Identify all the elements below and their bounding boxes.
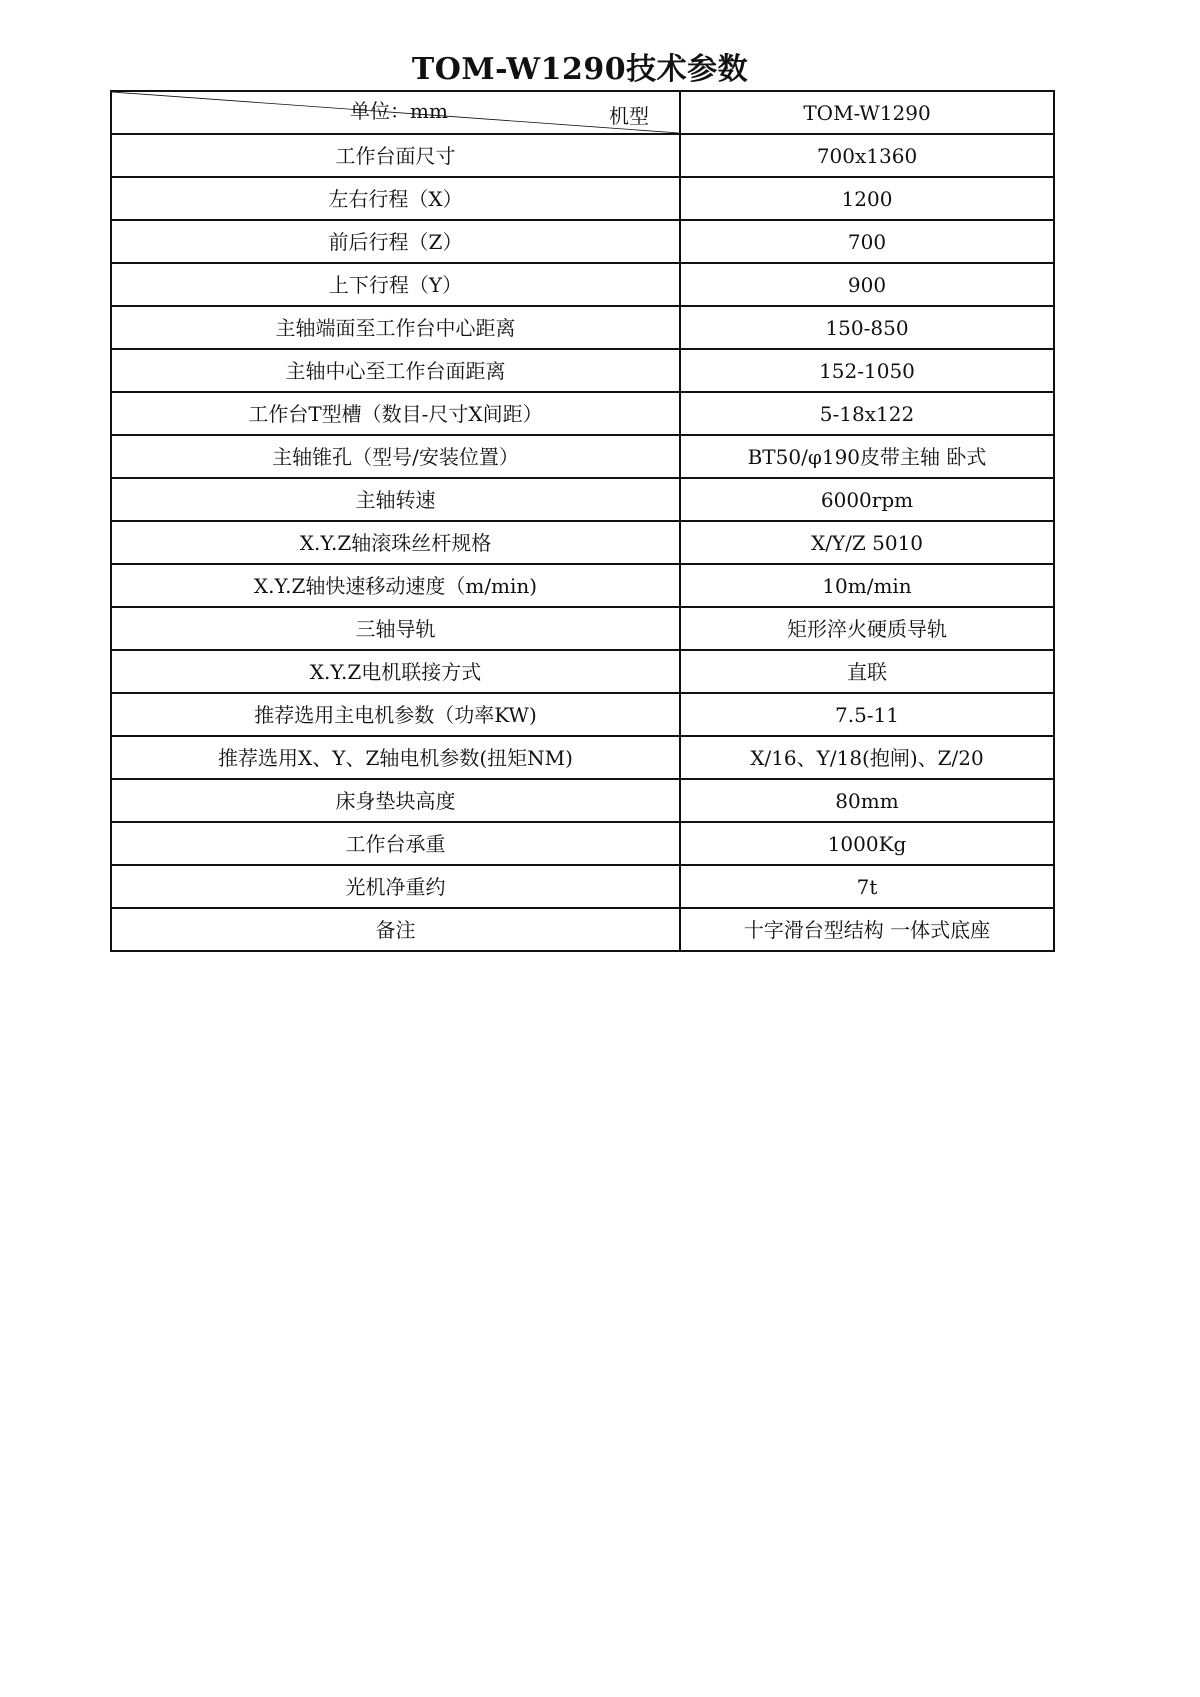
- param-label: 主轴中心至工作台面距离: [111, 349, 680, 392]
- param-label: X.Y.Z电机联接方式: [111, 650, 680, 693]
- table-row: [111, 693, 1054, 736]
- param-label: 上下行程（Y）: [111, 263, 680, 306]
- param-value: 900: [680, 263, 1054, 306]
- table-row: [111, 650, 1054, 693]
- param-label: 工作台面尺寸: [111, 134, 680, 177]
- param-value: 150-850: [680, 306, 1054, 349]
- table-row: [111, 478, 1054, 521]
- param-label: 主轴转速: [111, 478, 680, 521]
- table-row: [111, 822, 1054, 865]
- param-value: 7t: [680, 865, 1054, 908]
- table-row: [111, 736, 1054, 779]
- param-value: 矩形淬火硬质导轨: [680, 607, 1054, 650]
- param-label: 推荐选用主电机参数（功率KW): [111, 693, 680, 736]
- param-label: 前后行程（Z）: [111, 220, 680, 263]
- param-value: X/16、Y/18(抱闸)、Z/20: [680, 736, 1054, 779]
- header-model-value: TOM-W1290: [680, 91, 1054, 134]
- diagonal-header-cell: [111, 91, 680, 134]
- table-row: [111, 392, 1054, 435]
- spec-table: [110, 90, 1055, 952]
- page-title: TOM-W1290技术参数: [411, 52, 749, 87]
- param-label: X.Y.Z轴滚珠丝杆规格: [111, 521, 680, 564]
- table-row: [111, 134, 1054, 177]
- table-row: [111, 220, 1054, 263]
- param-value: 152-1050: [680, 349, 1054, 392]
- param-value: X/Y/Z 5010: [680, 521, 1054, 564]
- param-value: 5-18x122: [680, 392, 1054, 435]
- param-label: 三轴导轨: [111, 607, 680, 650]
- param-label: 主轴锥孔（型号/安装位置）: [111, 435, 680, 478]
- table-row: [111, 865, 1054, 908]
- param-label: 光机净重约: [111, 865, 680, 908]
- table-row: [111, 177, 1054, 220]
- table-row: [111, 779, 1054, 822]
- param-value: 7.5-11: [680, 693, 1054, 736]
- param-label: 工作台承重: [111, 822, 680, 865]
- table-header-row: [111, 91, 1054, 134]
- table-row: [111, 306, 1054, 349]
- param-value: 6000rpm: [680, 478, 1054, 521]
- param-value: 1000Kg: [680, 822, 1054, 865]
- table-row: [111, 349, 1054, 392]
- param-value: 80mm: [680, 779, 1054, 822]
- param-value: BT50/φ190皮带主轴 卧式: [680, 435, 1054, 478]
- table-row: [111, 607, 1054, 650]
- table-row: [111, 263, 1054, 306]
- param-value: 700x1360: [680, 134, 1054, 177]
- param-value: 1200: [680, 177, 1054, 220]
- param-label: 左右行程（X）: [111, 177, 680, 220]
- param-label: 床身垫块高度: [111, 779, 680, 822]
- param-value: 直联: [680, 650, 1054, 693]
- param-label: 备注: [111, 908, 680, 951]
- param-value: 10m/min: [680, 564, 1054, 607]
- param-value: 十字滑台型结构 一体式底座: [680, 908, 1054, 951]
- param-label: 主轴端面至工作台中心距离: [111, 306, 680, 349]
- table-row: [111, 908, 1054, 951]
- table-row: [111, 564, 1054, 607]
- header-unit-label: 单位：mm: [350, 99, 448, 123]
- header-model-label: 机型: [609, 104, 649, 128]
- param-label: 推荐选用X、Y、Z轴电机参数(扭矩NM): [111, 736, 680, 779]
- param-label: 工作台T型槽（数目-尺寸X间距）: [111, 392, 680, 435]
- table-row: [111, 435, 1054, 478]
- param-value: 700: [680, 220, 1054, 263]
- param-label: X.Y.Z轴快速移动速度（m/min): [111, 564, 680, 607]
- table-row: [111, 521, 1054, 564]
